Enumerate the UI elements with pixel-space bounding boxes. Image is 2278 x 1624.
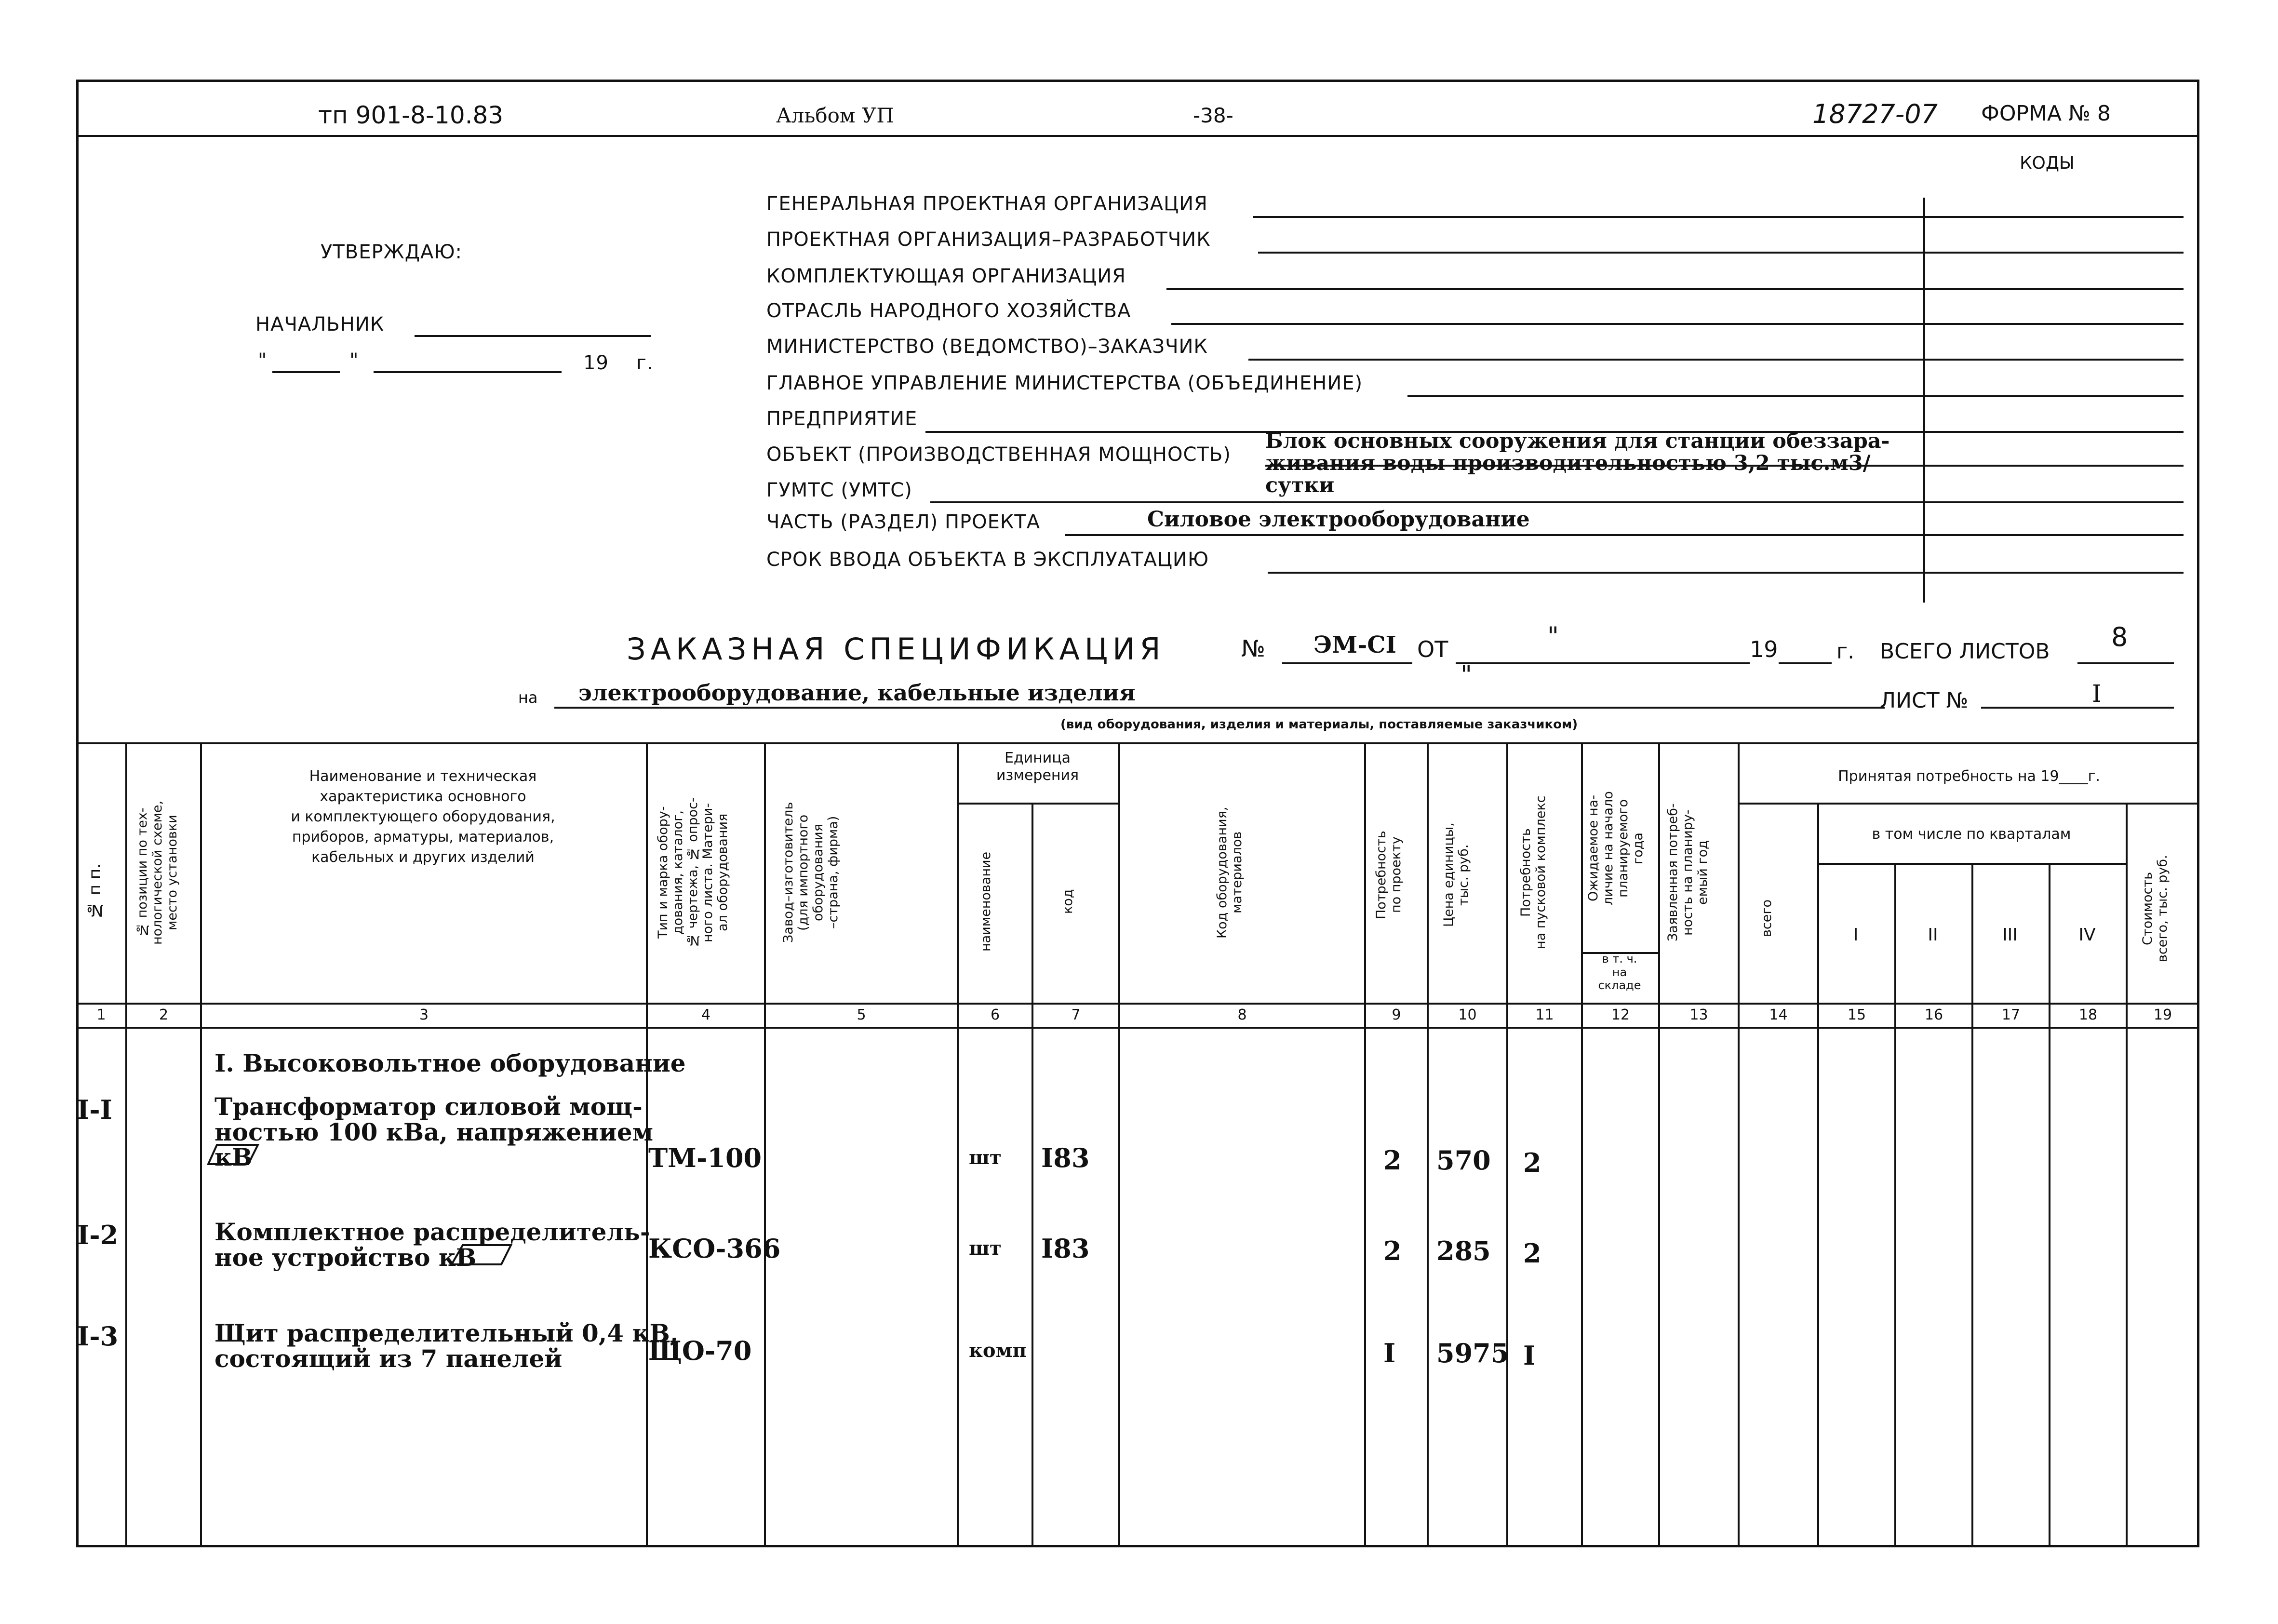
sheet-label: ЛИСТ № — [1880, 688, 1969, 713]
col-number-4: 4 — [701, 1007, 711, 1023]
col-header-8: Код оборудования, материалов — [1215, 806, 1245, 939]
col-header-18: IV — [2078, 925, 2096, 945]
row-2-number: I-2 — [77, 1220, 119, 1250]
row-2-price: 285 — [1436, 1235, 1491, 1266]
approval-year-prefix: 19 — [583, 352, 609, 374]
col-line-4 — [764, 742, 766, 1547]
numbers-bottom-line — [76, 1027, 2199, 1029]
col-line-11 — [1581, 742, 1583, 1547]
col-line-16 — [1971, 863, 1973, 1547]
gumts-line — [930, 501, 2184, 503]
col-number-8: 8 — [1237, 1007, 1247, 1023]
col-header-5: Завод–изготовитель (для импортного оборудования –страна, фирма) — [781, 802, 841, 943]
industry-label: ОТРАСЛЬ НАРОДНОГО ХОЗЯЙСТВА — [766, 300, 1131, 322]
col-line-2 — [200, 742, 202, 1547]
codes-label: КОДЫ — [2020, 153, 2075, 173]
ministry-line — [1248, 359, 2184, 361]
col-line-15 — [1894, 863, 1896, 1547]
row-1-number: I-I — [77, 1094, 112, 1125]
row-1-unit: шт — [969, 1146, 1002, 1169]
row-3-price: 5975 — [1436, 1338, 1509, 1369]
approval-year-suffix: г. — [636, 352, 654, 374]
col-header-6: наименование — [978, 851, 993, 952]
spec-number-line — [1282, 662, 1412, 664]
col-header-2: № позиции по тех- нологической схеме, место установки — [135, 800, 180, 945]
row-3-unit: комп — [969, 1339, 1027, 1362]
header-divider — [76, 135, 2199, 137]
row-1-launch: 2 — [1523, 1147, 1541, 1178]
row-1-name: Трансформатор силовой мощ- ностью 100 кВа, напряжением кВ — [214, 1092, 654, 1171]
col-line-18 — [2126, 803, 2128, 1547]
col-number-13: 13 — [1689, 1007, 1708, 1023]
part-line — [1065, 534, 2184, 536]
row-2-unit: шт — [969, 1237, 1002, 1260]
page-number: -38- — [1193, 104, 1233, 127]
form-label: ФОРМА № 8 — [1981, 101, 2111, 126]
col-line-8 — [1364, 742, 1366, 1547]
approve-label: УТВЕРЖДАЮ: — [321, 241, 463, 263]
row-3-number: I-3 — [77, 1321, 119, 1352]
col-header-7: код — [1060, 889, 1075, 914]
sheet-line — [1981, 707, 2174, 709]
album-label: Альбом УП — [776, 104, 894, 127]
total-sheets-label: ВСЕГО ЛИСТОВ — [1880, 639, 2050, 664]
col-line-10 — [1506, 742, 1508, 1547]
col-line-5 — [957, 742, 959, 1547]
col-header-14: всего — [1759, 899, 1774, 938]
accepted-group-line — [1738, 803, 2199, 805]
col-line-6 — [1032, 803, 1033, 1547]
row-1-need: 2 — [1383, 1145, 1402, 1176]
col-header-1: № п п. — [85, 863, 105, 920]
col-number-11: 11 — [1535, 1007, 1554, 1023]
col-line-17 — [2049, 863, 2050, 1547]
spec-year-suffix: г. — [1836, 639, 1855, 664]
row-1-price: 570 — [1436, 1145, 1491, 1176]
total-sheets-line — [2077, 662, 2174, 664]
row-1-code: I83 — [1041, 1142, 1090, 1173]
col-header-16: II — [1928, 925, 1938, 945]
general-org-line — [1253, 216, 2184, 218]
col-header-9: Потребность по проекту — [1374, 831, 1404, 919]
spec-year-prefix: 19 — [1750, 636, 1778, 662]
spec-subject-caption: (вид оборудования, изделия и материалы, поставляемые заказчиком) — [1060, 717, 1578, 732]
object-value-line2: живания воды производительностью 3,2 тыс.м3/ — [1265, 451, 1871, 475]
row-2-launch: 2 — [1523, 1238, 1541, 1269]
col-line-14 — [1817, 803, 1819, 1547]
date-quote-close: " — [349, 349, 359, 372]
chief-label: НАЧАЛЬНИК — [255, 313, 385, 336]
voltage-blank-parallelogram — [207, 1142, 260, 1167]
col-number-6: 6 — [990, 1007, 1000, 1023]
col-number-14: 14 — [1769, 1007, 1788, 1023]
spec-date-label: ОТ — [1417, 636, 1448, 662]
col-number-7: 7 — [1071, 1007, 1081, 1023]
spec-number-label: № — [1241, 635, 1265, 662]
col-number-19: 19 — [2153, 1007, 2172, 1023]
col-number-10: 10 — [1458, 1007, 1477, 1023]
designer-org-line — [1258, 252, 2184, 254]
spec-subject-line — [554, 707, 1885, 709]
supply-org-label: КОМПЛЕКТУЮЩАЯ ОРГАНИЗАЦИЯ — [766, 265, 1126, 287]
industry-line — [1171, 323, 2184, 325]
row-3-need: I — [1383, 1338, 1396, 1369]
col-line-13 — [1738, 742, 1740, 1547]
spec-title: ЗАКАЗНАЯ СПЕЦИФИКАЦИЯ — [627, 631, 1166, 667]
col-header-11: Потребность на пусковой комплекс — [1518, 795, 1549, 950]
col-number-2: 2 — [159, 1007, 169, 1023]
deadline-line — [1268, 572, 2184, 574]
approval-month-line — [374, 371, 562, 373]
header-bottom-line — [76, 1003, 2199, 1005]
col-number-9: 9 — [1392, 1007, 1401, 1023]
spec-date-quote-close: " — [1461, 660, 1472, 689]
date-quote-open: " — [258, 349, 268, 372]
row-1-type: ТМ-100 — [648, 1142, 762, 1173]
object-line — [1265, 465, 2184, 467]
col-line-7 — [1118, 742, 1120, 1547]
col-header-19: Стоимость всего, тыс. руб. — [2140, 855, 2171, 963]
col-number-1: 1 — [96, 1007, 106, 1023]
row-2-name: Комплектное распределитель- ное устройство кВ — [214, 1218, 650, 1272]
row-2-code: I83 — [1041, 1233, 1090, 1264]
ministry-label: МИНИСТЕРСТВО (ВЕДОМСТВО)–ЗАКАЗЧИК — [766, 336, 1208, 358]
spec-number: ЭМ-СI — [1313, 631, 1396, 658]
part-label: ЧАСТЬ (РАЗДЕЛ) ПРОЕКТА — [766, 511, 1041, 533]
sheet-value: I — [2092, 680, 2102, 708]
row-3-name: Щит распределительный 0,4 кВ, состоящий из 7 панелей — [214, 1319, 679, 1373]
voltage-blank-parallelogram — [451, 1243, 513, 1267]
spec-year-line — [1779, 662, 1832, 664]
spec-date-line — [1456, 662, 1750, 664]
supply-org-line — [1166, 288, 2184, 290]
enterprise-label: ПРЕДПРИЯТИЕ — [766, 408, 918, 430]
row-2-type: КСО-366 — [648, 1233, 781, 1264]
row-2-need: 2 — [1383, 1235, 1402, 1266]
col-header-15: I — [1853, 925, 1859, 945]
row-3-type: ЩО-70 — [648, 1335, 752, 1366]
col-line-9 — [1427, 742, 1429, 1547]
spec-on-label: на — [518, 688, 538, 707]
row-3-launch: I — [1523, 1340, 1536, 1371]
deadline-label: СРОК ВВОДА ОБЪЕКТА В ЭКСПЛУАТАЦИЮ — [766, 549, 1209, 571]
col-header-3: Наименование и техническая характеристика основного и комплектующего оборудования, приборов, арматуры, материалов, кабельных и других изделий — [291, 768, 555, 866]
general-org-label: ГЕНЕРАЛЬНАЯ ПРОЕКТНАЯ ОРГАНИЗАЦИЯ — [766, 193, 1208, 215]
total-sheets-value: 8 — [2111, 622, 2128, 652]
section-title: I. Высоковольтное оборудование — [214, 1049, 686, 1077]
col-number-3: 3 — [419, 1007, 429, 1023]
col-header-12: Ожидаемое на- личие на начало планируемого года — [1586, 791, 1646, 906]
object-label: ОБЪЕКТ (ПРОИЗВОДСТВЕННАЯ МОЩНОСТЬ) — [766, 443, 1231, 466]
col-line-1 — [125, 742, 127, 1547]
col-header-12-sub: в т. ч. на складе — [1598, 952, 1641, 993]
col-line-12 — [1658, 742, 1660, 1547]
col-header-4: Тип и марка обору- дования, каталог, № чертежа, № опрос- ного листа. Матери- ал оборудования — [656, 797, 731, 948]
col-header-10: Цена единицы, тыс. руб. — [1441, 822, 1472, 927]
col-number-12: 12 — [1611, 1007, 1630, 1023]
col-number-16: 16 — [1924, 1007, 1943, 1023]
col-number-17: 17 — [2001, 1007, 2021, 1023]
main-dept-label: ГЛАВНОЕ УПРАВЛЕНИЕ МИНИСТЕРСТВА (ОБЪЕДИНЕНИЕ) — [766, 372, 1363, 394]
table-top-border — [76, 742, 2199, 744]
part-value: Силовое электрооборудование — [1147, 507, 1530, 532]
gumts-label: ГУМТС (УМТС) — [766, 479, 912, 501]
col-header-quarters: в том числе по кварталам — [1872, 826, 2071, 843]
col-number-18: 18 — [2078, 1007, 2098, 1023]
spec-subject: электрооборудование, кабельные изделия — [578, 680, 1136, 706]
col-header-13: Заявленная потреб- ность на планиру- емый год — [1665, 803, 1711, 942]
col-number-5: 5 — [857, 1007, 866, 1023]
approval-day-line — [272, 371, 340, 373]
unit-group-line — [957, 803, 1118, 805]
col-header-unit-group: Единица измерения — [996, 750, 1079, 784]
registration-number: 18727-07 — [1812, 99, 1938, 129]
spec-date-quote-open: " — [1547, 622, 1559, 651]
col-header-17: III — [2002, 925, 2018, 945]
object-value-line1: Блок основных сооружения для станции обеззара- — [1265, 429, 1890, 453]
doc-code: тп 901-8-10.83 — [318, 101, 504, 129]
col-header-accepted: Принятая потребность на 19____г. — [1838, 768, 2100, 785]
object-value-line3: сутки — [1265, 473, 1335, 497]
codes-divider — [1923, 198, 1925, 603]
col-number-15: 15 — [1847, 1007, 1866, 1023]
main-dept-line — [1407, 395, 2184, 397]
chief-signature-line — [415, 335, 651, 337]
designer-org-label: ПРОЕКТНАЯ ОРГАНИЗАЦИЯ–РАЗРАБОТЧИК — [766, 228, 1211, 251]
